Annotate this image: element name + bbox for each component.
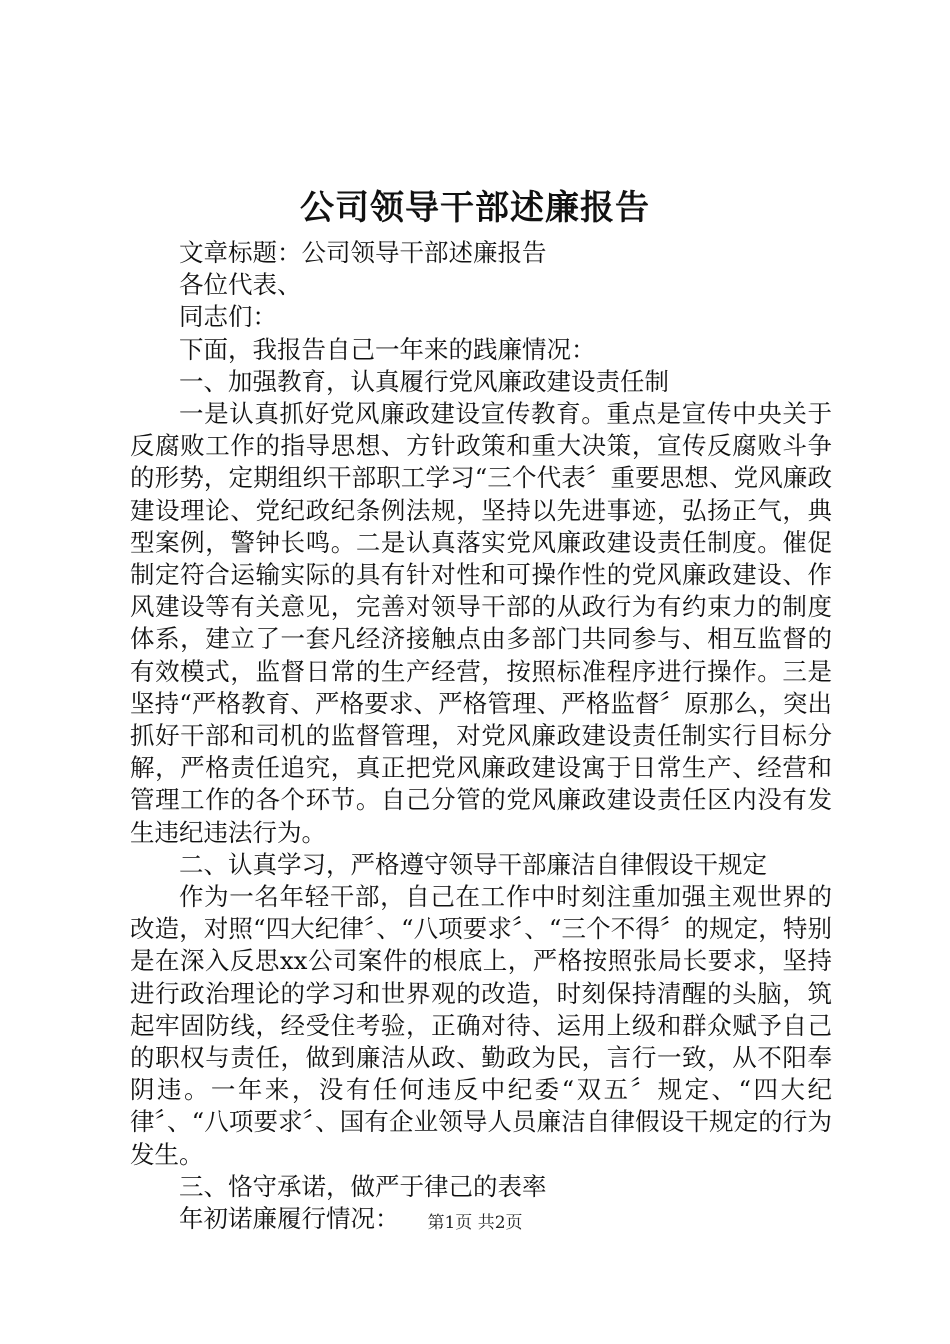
section-heading-3: 三、恪守承诺，做严于律己的表率 [179, 1171, 547, 1201]
section-heading-2: 二、认真学习，严格遵守领导干部廉洁自律假设干规定 [179, 849, 767, 879]
paragraph-intro: 下面，我报告自己一年来的践廉情况： [179, 334, 596, 364]
paragraph-section-3-intro: 年初诺廉履行情况： [179, 1204, 400, 1234]
paragraph-section-1-body: 一是认真抓好党风廉政建设宣传教育。重点是宣传中央关于反腐败工作的指导思想、方针政策和重大决策，宣传反腐败斗争的形势，定期组织干部职工学习“三个代表〞重要思想、党风廉政建设理论、党纪政纪条例法规，坚持以先进事迹，弘扬正气，典型案例，警钟长鸣。二是认真落实党风廉政建设责任制度。催促制定符合运输实际的具有针对性和可操作性的党风廉政建设、作风建设等有关意见，完善对领导干部的从政行为有约束力的制度体系，建立了一套凡经济接触点由多部门共同参与、相互监督的有效模式，监督日常的生产经营，按照标准程序进行操作。三是坚持“严格教育、严格要求、严格管理、严格监督〞原那么，突出抓好干部和司机的监督管理，对党风廉政建设责任制实行目标分解，严格责任追究，真正把党风廉政建设寓于日常生产、经营和管理工作的各个环节。自己分管的党风廉政建设责任区内没有发生违纪违法行为。 [130, 399, 832, 847]
document-title: 公司领导干部述廉报告 [300, 188, 650, 228]
page-number-footer: 第1页 共2页 [427, 1213, 523, 1233]
paragraph-salutation-delegates: 各位代表、 [179, 270, 302, 300]
paragraph-salutation-comrades: 同志们： [179, 302, 277, 332]
document-body [130, 237, 832, 1235]
paragraph-article-title: 文章标题：公司领导干部述廉报告 [179, 238, 547, 267]
paragraph-section-2-body: 作为一名年轻干部，自己在工作中时刻注重加强主观世界的改造，对照“四大纪律〞、“八项要求〞、“三个不得〞的规定，特别是在深入反思xx公司案件的根底上，严格按照张局长要求，坚持进行政治理论的学习和世界观的改造，时刻保持清醒的头脑，筑起牢固防线，经受住考验，正确对待、运用上级和群众赋予自己的职权与责任，做到廉洁从政、勤政为民，言行一致，从不阳奉阴违。一年来，没有任何违反中纪委“双五〞规定、“四大纪律〞、“八项要求〞、国有企业领导人员廉洁自律假设干规定的行为发生。 [130, 882, 832, 1169]
section-heading-1: 一、加强教育，认真履行党风廉政建设责任制 [179, 366, 669, 396]
